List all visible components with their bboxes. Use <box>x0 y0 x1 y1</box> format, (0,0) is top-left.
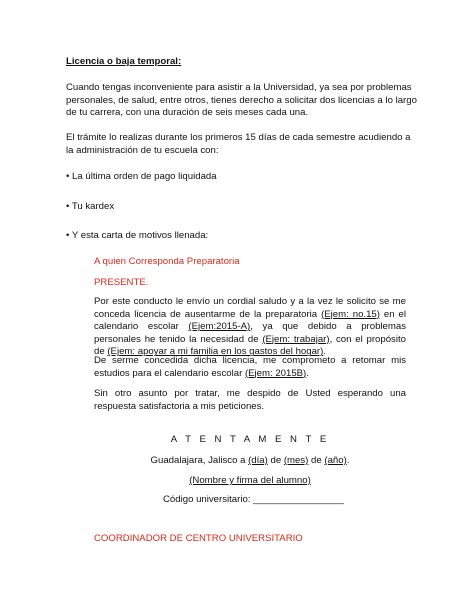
letter-recipient: A quien Corresponda Preparatoria <box>94 256 240 267</box>
letter-text: Guadalajara, Jalisco a <box>150 455 249 466</box>
letter-text: de <box>308 455 325 466</box>
fill-in-year: (año) <box>324 455 347 466</box>
letter-greeting: PRESENTE. <box>94 277 149 288</box>
fill-in-purpose: (Ejem: apoyar a mi familia en los gastos del hogar) <box>107 346 324 358</box>
letter-closing: A T E N T A M E N T E <box>170 434 330 445</box>
section-heading: Licencia o baja temporal: <box>66 56 182 67</box>
fill-in-calendar: (Ejem:2015-A) <box>188 321 251 333</box>
letter-text: de <box>267 455 284 466</box>
requirement-item: • Y esta carta de motivos llenada: <box>66 230 209 241</box>
letter-text: , ya que debido a problemas personales he tenido la necesidad de <box>94 321 407 345</box>
intro-paragraph: Cuando tengas inconveniente para asistir a la Universidad, ya sea por problemas personales, de salud, entre otros, tienes derecho a solicitar dos licencias a lo largo de tu carrera, con una duración de seis meses cada una. <box>66 82 417 119</box>
letter-text: . <box>306 367 309 379</box>
letter-text: . <box>323 346 326 358</box>
place-date-line <box>94 455 406 468</box>
addressee-title: COORDINADOR DE CENTRO UNIVERSITARIO <box>94 533 303 544</box>
student-code-line: Código universitario: _________________ <box>163 494 344 505</box>
letter-request-paragraph <box>94 296 406 359</box>
requirement-item: • Tu kardex <box>66 201 115 212</box>
letter-text: Por este conducto le envío un cordial saludo y a la vez le solicito se me conceda licencia de ausentarme de la preparatoria <box>94 296 406 320</box>
letter-text: De serme concedida dicha licencia, me comprometo a retomar mis estudios para el calendario escolar <box>94 355 406 379</box>
signature-line: (Nombre y firma del alumno) <box>189 475 311 486</box>
letter-text: . <box>346 455 350 466</box>
requirement-item: • La última orden de pago liquidada <box>66 171 217 182</box>
fill-in-reason: (Ejem: trabajar) <box>262 333 330 345</box>
letter-text: , con el propósito de <box>94 333 406 358</box>
fill-in-school: (Ejem: no.15) <box>321 308 380 320</box>
fill-in-day: (día) <box>248 455 268 466</box>
fill-in-month: (mes) <box>283 455 309 466</box>
letter-farewell-paragraph: Sin otro asunto por tratar, me despido de Usted esperando una respuesta satisfactoria a mis peticiones. <box>94 388 406 412</box>
letter-text: en el calendario escolar <box>94 308 406 333</box>
letter-commitment-paragraph <box>94 355 406 380</box>
procedure-paragraph: El trámite lo realizas durante los primeros 15 días de cada semestre acudiendo a la administración de tu escuela con: <box>66 132 411 156</box>
fill-in-return-calendar: (Ejem: 2015B) <box>244 367 307 379</box>
